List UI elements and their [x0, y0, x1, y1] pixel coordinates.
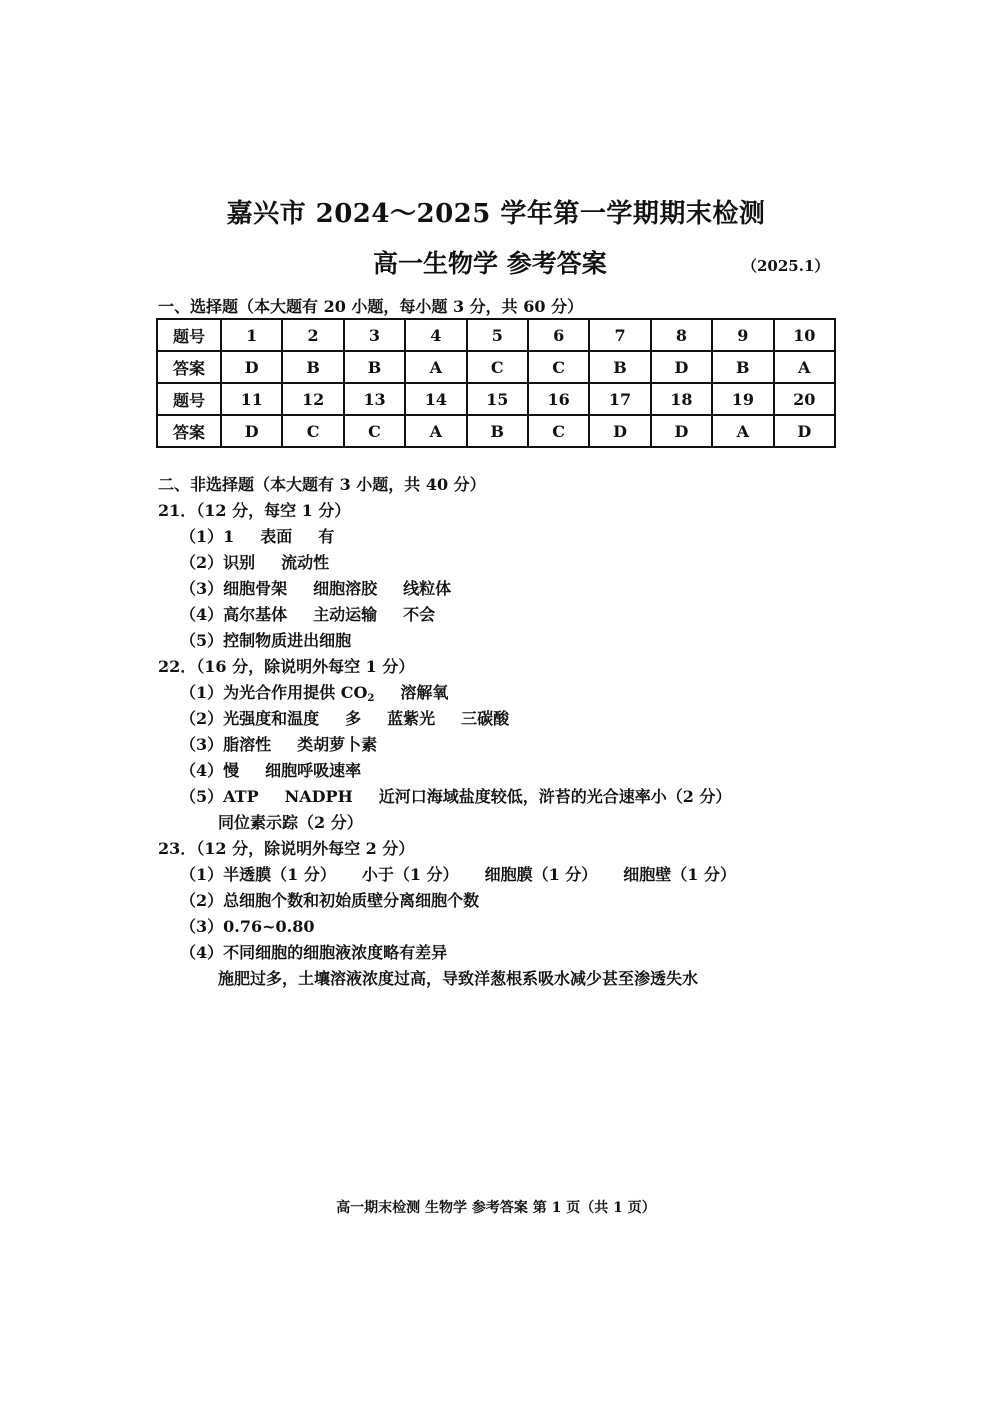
answer-text: 类胡萝卜素 — [297, 735, 378, 754]
q23-line2: （2）总细胞个数和初始质壁分离细胞个数 — [180, 891, 480, 910]
question-number: 8 — [651, 319, 712, 351]
question-number: 17 — [589, 383, 650, 415]
question-number-label: 题号 — [157, 319, 221, 351]
answer-text: （4）慢 — [180, 761, 240, 780]
answer-label: 答案 — [157, 415, 221, 447]
answer-cell: B — [589, 351, 650, 383]
question-number: 19 — [712, 383, 773, 415]
answer-cell: A — [712, 415, 773, 447]
q22-line4 — [180, 758, 361, 781]
question-number: 6 — [528, 319, 589, 351]
answer-cell: C — [528, 415, 589, 447]
answer-text: 细胞膜（1 分） — [484, 865, 598, 884]
answer-text: NADPH — [284, 787, 353, 806]
question-number: 3 — [344, 319, 405, 351]
answer-cell: B — [712, 351, 773, 383]
answer-text: 三碳酸 — [461, 709, 510, 728]
answer-cell: C — [344, 415, 405, 447]
q22-line3 — [180, 732, 377, 755]
q23-line3: （3）0.76~0.80 — [180, 917, 315, 936]
answer-text: 流动性 — [281, 553, 330, 572]
q21-line4 — [180, 602, 435, 625]
q22-line1 — [180, 680, 448, 704]
answer-text: （2）识别 — [180, 553, 256, 572]
answer-text: 有 — [318, 527, 335, 546]
answer-text: 蓝紫光 — [387, 709, 436, 728]
question-number: 5 — [467, 319, 528, 351]
page-footer: 高一期末检测 生物学 参考答案 第 1 页（共 1 页） — [336, 1200, 656, 1216]
answer-text: 细胞呼吸速率 — [265, 761, 362, 780]
q23-line4: （4）不同细胞的细胞液浓度略有差异 — [180, 943, 448, 962]
answer-cell: B — [344, 351, 405, 383]
answer-label: 答案 — [157, 351, 221, 383]
question-number: 1 — [221, 319, 282, 351]
q22-line5 — [180, 784, 731, 807]
question-number-label: 题号 — [157, 383, 221, 415]
section2-heading: 二、非选择题（本大题有 3 小题，共 40 分） — [158, 475, 486, 494]
answer-text: （2）光强度和温度 — [180, 709, 320, 728]
question-number: 4 — [405, 319, 466, 351]
answer-table — [156, 318, 836, 448]
answer-cell: D — [651, 351, 712, 383]
answer-text: 线粒体 — [403, 579, 452, 598]
answer-text: 主动运输 — [313, 605, 378, 624]
answer-text: （3）脂溶性 — [180, 735, 272, 754]
answer-text: （5）ATP — [180, 787, 259, 806]
answer-cell: A — [405, 351, 466, 383]
answer-text: 溶解氧 — [400, 683, 449, 702]
answer-cell: D — [651, 415, 712, 447]
answer-cell: D — [221, 415, 282, 447]
question-number: 16 — [528, 383, 589, 415]
question-number: 7 — [589, 319, 650, 351]
question-number: 14 — [405, 383, 466, 415]
answer-cell: C — [282, 415, 343, 447]
question-number: 20 — [774, 383, 835, 415]
document-date: （2025.1） — [742, 257, 830, 275]
answer-cell: D — [774, 415, 835, 447]
answer-text: 不会 — [403, 605, 436, 624]
answer-cell: C — [528, 351, 589, 383]
answer-cell: D — [221, 351, 282, 383]
answer-text: 细胞壁（1 分） — [623, 865, 736, 884]
answer-text: 近河口海域盐度较低，浒苔的光合速率小（2 分） — [378, 787, 732, 806]
answer-text: （4）高尔基体 — [180, 605, 288, 624]
question-number: 10 — [774, 319, 835, 351]
document-title: 嘉兴市 2024～2025 学年第一学期期末检测 — [226, 199, 766, 229]
q21-line3 — [180, 576, 451, 599]
answer-cell: B — [467, 415, 528, 447]
answer-text: 细胞溶胶 — [313, 579, 378, 598]
answer-cell: A — [405, 415, 466, 447]
question-number: 12 — [282, 383, 343, 415]
answer-text: （1）为光合作用提供 CO — [180, 683, 368, 702]
question-number: 11 — [221, 383, 282, 415]
document-subtitle: 高一生物学 参考答案 — [373, 249, 607, 278]
q21-line2 — [180, 550, 329, 573]
answer-cell: A — [774, 351, 835, 383]
question-number: 13 — [344, 383, 405, 415]
answer-text: （1）半透膜（1 分） — [180, 865, 336, 884]
answer-cell: B — [282, 351, 343, 383]
question-number: 15 — [467, 383, 528, 415]
q21-line1 — [180, 524, 334, 547]
answer-text: 小于（1 分） — [361, 865, 459, 884]
answer-text: 多 — [345, 709, 362, 728]
q22-heading: 22．（16 分，除说明外每空 1 分） — [158, 657, 415, 676]
table-row — [157, 319, 835, 351]
answer-cell: D — [589, 415, 650, 447]
q23-line5: 施肥过多，土壤溶液浓度过高，导致洋葱根系吸水减少甚至渗透失水 — [218, 969, 699, 988]
answer-cell: C — [467, 351, 528, 383]
q22-line2 — [180, 706, 509, 729]
q21-line5: （5）控制物质进出细胞 — [180, 631, 352, 650]
table-row — [157, 415, 835, 447]
q22-line6: 同位素示踪（2 分） — [218, 813, 363, 832]
table-row — [157, 383, 835, 415]
table-row — [157, 351, 835, 383]
q23-heading: 23．（12 分，除说明外每空 2 分） — [158, 839, 415, 858]
answer-text: 表面 — [260, 527, 293, 546]
answer-text: （1）1 — [180, 527, 235, 546]
question-number: 9 — [712, 319, 773, 351]
q23-line1 — [180, 862, 736, 885]
question-number: 18 — [651, 383, 712, 415]
q21-heading: 21．（12 分，每空 1 分） — [158, 501, 351, 520]
subscript: 2 — [367, 693, 375, 704]
section1-heading: 一、选择题（本大题有 20 小题，每小题 3 分，共 60 分） — [158, 297, 584, 316]
answer-text: （3）细胞骨架 — [180, 579, 288, 598]
question-number: 2 — [282, 319, 343, 351]
